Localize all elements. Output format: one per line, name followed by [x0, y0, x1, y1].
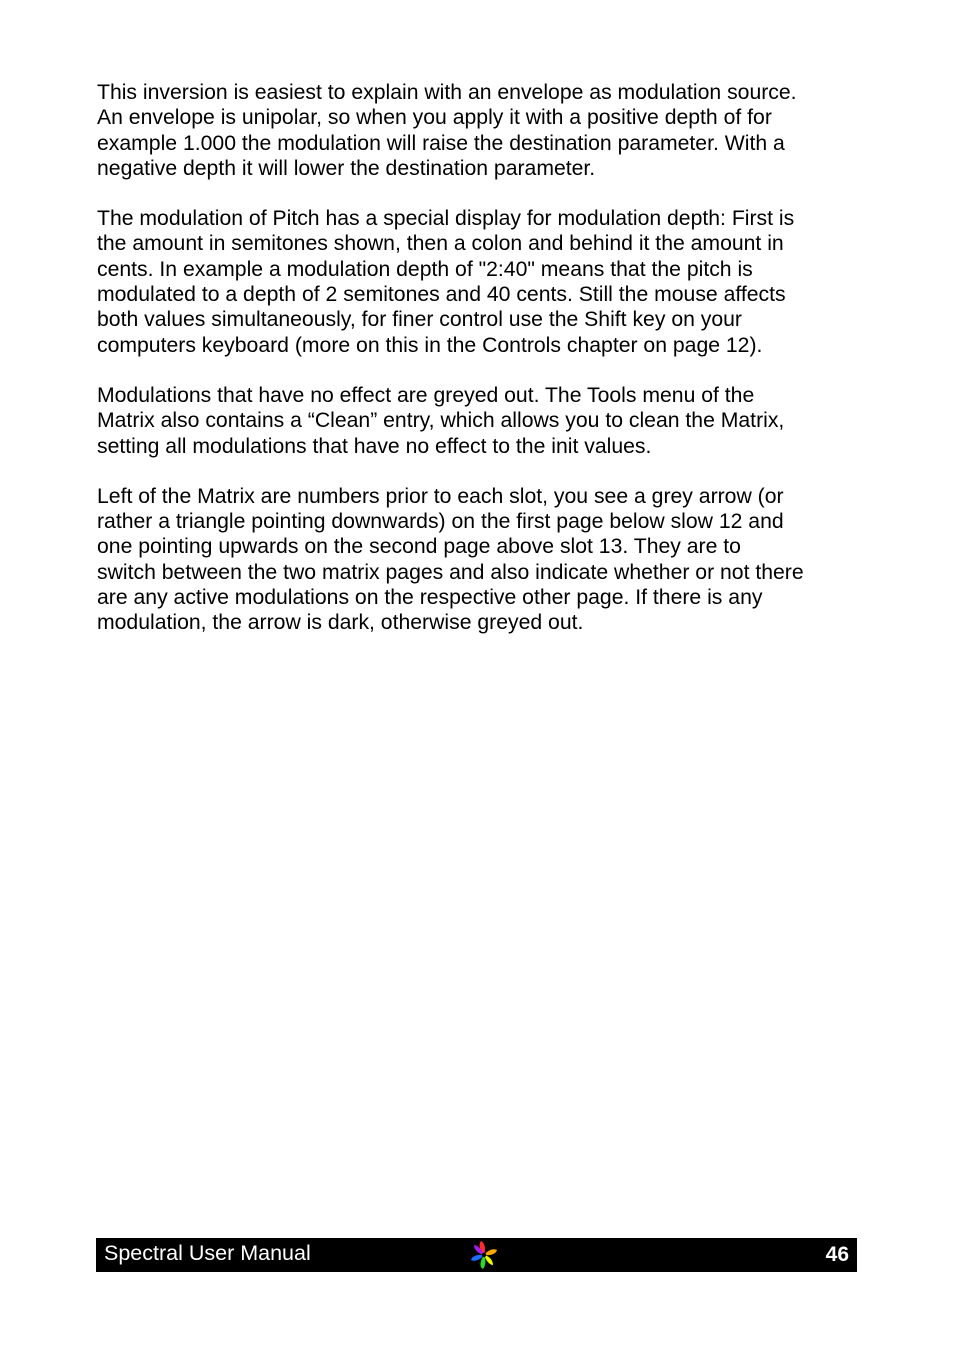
text-line: switch between the two matrix pages and also indicate whether or not there	[97, 560, 804, 584]
page-footer	[96, 1238, 857, 1272]
text-line: Matrix also contains a “Clean” entry, which allows you to clean the Matrix,	[97, 409, 785, 433]
text-line: negative depth it will lower the destination parameter.	[97, 156, 596, 180]
text-line: computers keyboard (more on this in the Controls chapter on page 12).	[97, 333, 763, 357]
paragraph-pitch-modulation	[97, 206, 867, 358]
page-number: 46	[825, 1243, 849, 1266]
text-line: modulation, the arrow is dark, otherwise greyed out.	[97, 611, 584, 635]
text-line: the amount in semitones shown, then a colon and behind it the amount in	[97, 232, 784, 256]
text-line: This inversion is easiest to explain with an envelope as modulation source.	[97, 81, 797, 104]
text-line: both values simultaneously, for finer control use the Shift key on your	[97, 308, 742, 332]
text-line: are any active modulations on the respective other page. If there is any	[97, 586, 763, 610]
paragraph-matrix-arrows	[97, 484, 867, 636]
text-line: Left of the Matrix are numbers prior to each slot, you see a grey arrow (or	[97, 484, 784, 508]
paragraph-greyed-modulations	[97, 383, 867, 459]
spectral-logo-icon	[466, 1238, 502, 1272]
text-line: An envelope is unipolar, so when you apply it with a positive depth of for	[97, 106, 772, 130]
text-line: cents. In example a modulation depth of "2:40" means that the pitch is	[97, 257, 753, 281]
text-line: The modulation of Pitch has a special display for modulation depth: First is	[97, 207, 795, 231]
manual-title: Spectral User Manual	[104, 1241, 311, 1265]
text-line: example 1.000 the modulation will raise the destination parameter. With a	[97, 131, 785, 155]
text-line: rather a triangle pointing downwards) on the first page below slow 12 and	[97, 510, 784, 534]
text-line: one pointing upwards on the second page above slot 13. They are to	[97, 535, 741, 559]
document-body	[97, 80, 867, 661]
paragraph-inversion	[97, 80, 867, 181]
text-line: setting all modulations that have no effect to the init values.	[97, 434, 652, 458]
text-line: modulated to a depth of 2 semitones and 40 cents. Still the mouse affects	[97, 283, 786, 307]
text-line: Modulations that have no effect are greyed out. The Tools menu of the	[97, 383, 755, 407]
